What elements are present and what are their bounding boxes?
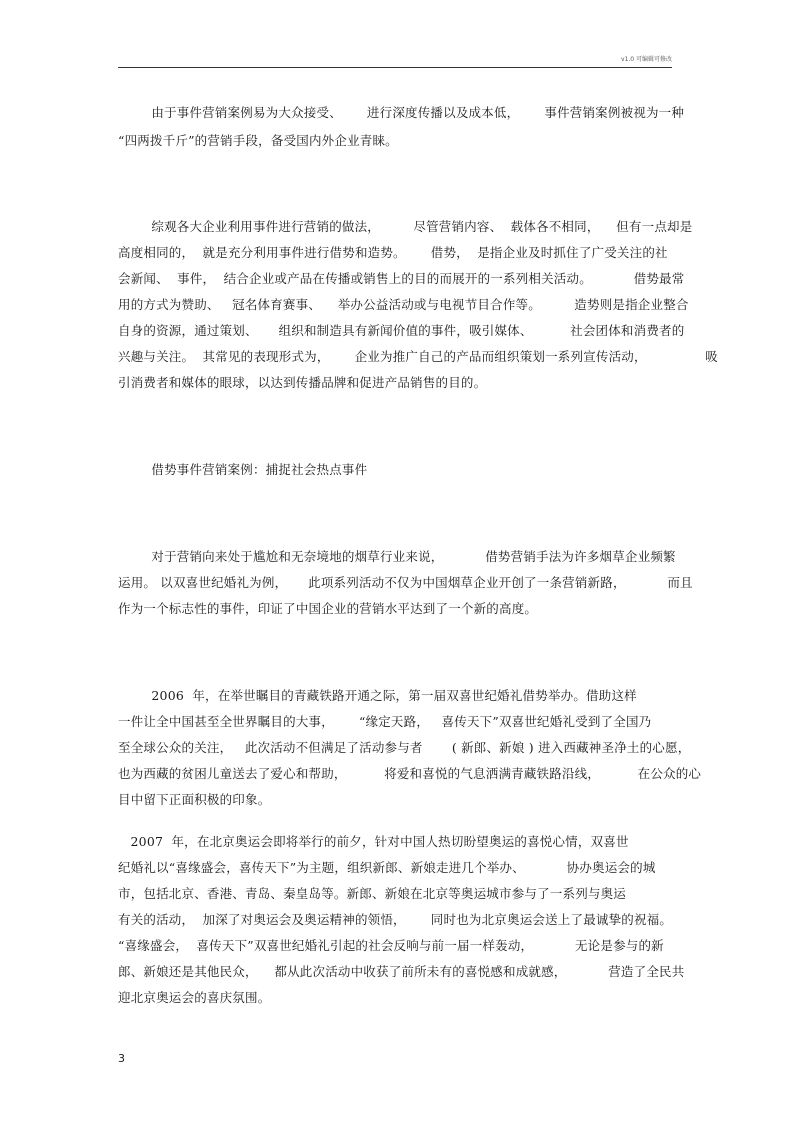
section-subheading: 借势事件营销案例：捕捉社会热点事件: [118, 462, 368, 477]
paragraph-4-line-1: 对于营销向来处于尴尬和无奈境地的烟草行业来说， 借势营销手法为许多烟草企业频繁: [118, 549, 676, 564]
paragraph-4-line-3: 作为一个标志性的事件，印证了中国企业的营销水平达到了一个新的高度。: [118, 601, 538, 616]
paragraph-5-line-1: 2006 年，在举世瞩目的青藏铁路开通之际，第一届双喜世纪婚礼借势举办。借助这样: [118, 688, 637, 703]
paragraph-2-line-1: 综观各大企业利用事件进行营销的做法， 尽管营销内容、 载体各不相同， 但有一点却是: [118, 219, 693, 234]
paragraph-4-line-2: 运用。 以双喜世纪婚礼为例， 此项系列活动不仅为中国烟草企业开创了一条营销新路， 而且: [118, 575, 693, 590]
paragraph-6-line-5: “喜缘盛会， 喜传天下”双喜世纪婚礼引起的社会反响与前一届一样轰动， 无论是参与的新: [118, 938, 664, 953]
paragraph-5-line-4: 也为西藏的贫困儿童送去了爱心和帮助， 将爱和喜悦的气息洒满青藏铁路沿线， 在公众的心: [118, 766, 702, 781]
paragraph-6-line-4: 有关的活动， 加深了对奥运会及奥运精神的领悟， 同时也为北京奥运会送上了最诚挚的祝福。: [118, 912, 673, 927]
paragraph-2-line-6: 兴趣与关注。 其常见的表现形式为， 企业为推广自己的产品而组织策划一系列宣传活动， 吸: [118, 349, 718, 364]
paragraph-2-line-7: 引消费者和媒体的眼球，以达到传播品牌和促进产品销售的目的。: [118, 375, 487, 390]
paragraph-1-line-1: 由于事件营销案例易为大众接受、 进行深度传播以及成本低， 事件营销案例被视为一种: [118, 105, 685, 120]
paragraph-2-line-5: 自身的资源，通过策划、 组织和制造具有新闻价值的事件，吸引媒体、 社会团体和消费者的: [118, 323, 685, 338]
page-number: 3: [118, 1052, 125, 1065]
paragraph-2-line-4: 用的方式为赞助、 冠名体育赛事、 举办公益活动或与电视节目合作等。 造势则是指企业整合: [118, 297, 689, 312]
paragraph-6-line-6: 郎、新娘还是其他民众， 都从此次活动中收获了前所未有的喜悦感和成就感， 营造了全民共: [118, 964, 685, 979]
running-header: v1.0 可编辑可修改: [620, 56, 672, 63]
header-divider: [118, 67, 672, 68]
paragraph-1-line-2: “四两拨千斤”的营销手段，备受国内外企业青睐。: [118, 133, 398, 148]
paragraph-2-line-3: 会新闻、 事件， 结合企业或产品在传播或销售上的目的而展开的一系列相关活动。 借势最常: [118, 271, 685, 286]
paragraph-2-line-2: 高度相同的， 就是充分利用事件进行借势和造势。 借势， 是指企业及时抓住了广受关注的社: [118, 245, 668, 260]
paragraph-6-line-7: 迎北京奥运会的喜庆氛围。: [118, 990, 271, 1005]
paragraph-5-line-5: 目中留下正面积极的印象。: [118, 792, 271, 807]
paragraph-5-line-3: 至全球公众的关注， 此次活动不但满足了活动参与者 ( 新郎、新娘 ) 进入西藏神圣净土的心愿，: [118, 740, 691, 755]
paragraph-6-line-2: 纪婚礼以“喜缘盛会，喜传天下”为主题，组织新郎、新娘走进几个举办、 协办奥运会的城: [118, 860, 656, 875]
paragraph-5-line-2: 一件让全中国甚至全世界瞩目的大事， “缘定天路， 喜传天下”双喜世纪婚礼受到了全国乃: [118, 714, 652, 729]
paragraph-6-line-3: 市，包括北京、香港、青岛、秦皇岛等。新郎、新娘在北京等奥运城市参与了一系列与奥运: [118, 886, 627, 901]
paragraph-6-line-1: 2007 年，在北京奥运会即将举行的前夕，针对中国人热切盼望奥运的喜悦心情，双喜世: [118, 834, 629, 849]
